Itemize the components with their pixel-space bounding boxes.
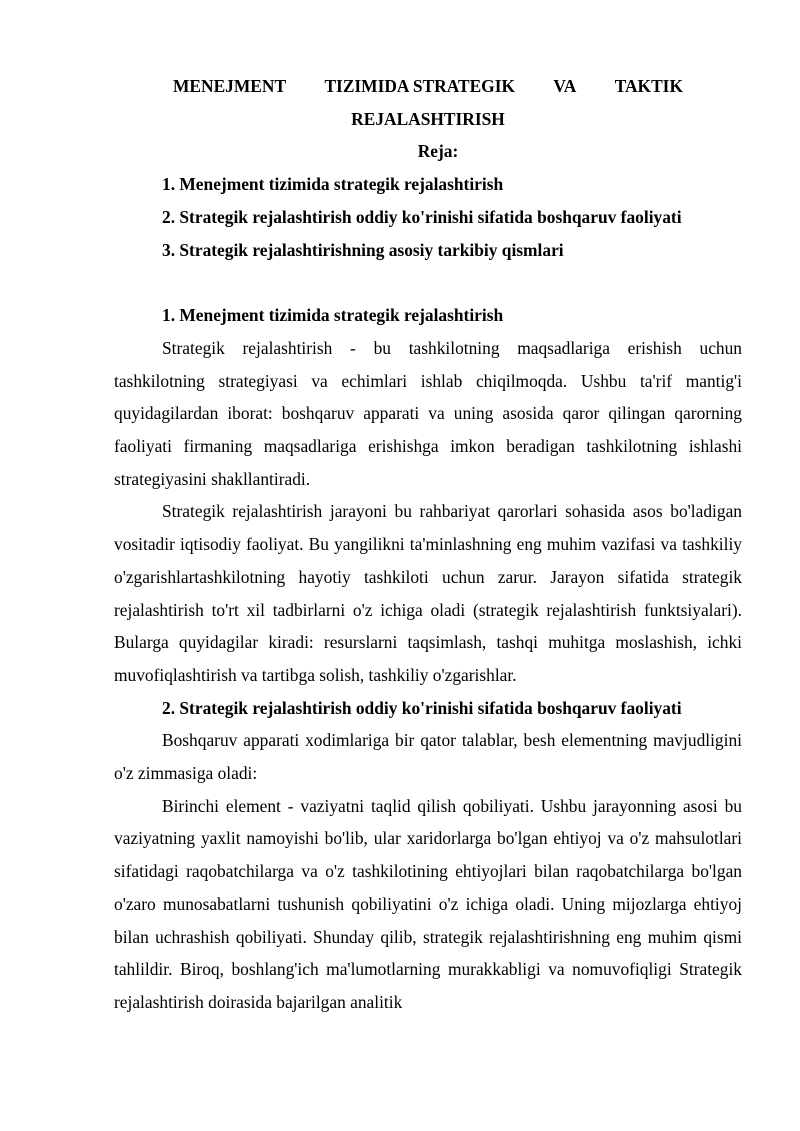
section-2-paragraph: Birinchi element - vaziyatni taqlid qilish qobiliyati. Ushbu jarayonning asosi bu vaziyatning yaxlit namoyishi bo'lib, ular xaridorlarga bo'lgan ehtiyoj va o'z mahsulotlari sifatidagi raqobatchilarga va o'z tashkilotining ehtiyojlari bilan raqobatchilarga bo'lgan o'zaro munosabatlarni tushunish qobiliyatini o'z ichiga oladi. Uning mijozlarga ehtiyoj bilan uchrashish qobiliyati. Shunday qilib, strategik rejalashtirishning eng muhim qismi tahlildir. Biroq, boshlang'ich ma'lumotlarning murakkabligi va nomuvofiqligi Strategik rejalashtirish doirasida bajarilgan analitik: [114, 795, 742, 1012]
section-2-paragraph: Boshqaruv apparati xodimlariga bir qator talablar, besh elementning mavjudligini o'z zimmasiga oladi:: [114, 730, 742, 784]
section-1-paragraph: Strategik rejalashtirish - bu tashkilotning maqsadlariga erishish uchun tashkilotning strategiyasi va echimlari ishlab chiqilmoqda. Ushbu ta'rif mantig'i quyidagilardan iborat: boshqaruv apparati va uning asosida qaror qilingan qarorning faoliyati firmaning maqsadlariga erishishga imkon beradigan tashkilotning ishlashi strategiyasini shakllantiradi.: [114, 337, 742, 489]
document-title: [114, 70, 742, 135]
plan-item: 2. Strategik rejalashtirish oddiy ko'rinishi sifatida boshqaruv faoliyati: [162, 206, 682, 227]
plan-item: 3. Strategik rejalashtirishning asosiy tarkibiy qismlari: [162, 239, 564, 260]
title-line-2: REJALASHTIRISH: [351, 108, 505, 129]
section-2-heading: 2. Strategik rejalashtirish oddiy ko'rinishi sifatida boshqaruv faoliyati: [162, 697, 682, 718]
spacer: [114, 266, 742, 299]
title-word: VA: [553, 76, 577, 96]
document-page: [114, 70, 742, 1019]
plan-label: Reja:: [417, 141, 459, 162]
title-line-1: [173, 70, 683, 103]
title-word: MENEJMENT: [173, 76, 287, 96]
plan-list: [114, 168, 742, 266]
section-1-heading: 1. Menejment tizimida strategik rejalashtirish: [162, 305, 504, 326]
title-word: TIZIMIDA STRATEGIK: [324, 76, 515, 96]
title-word: TAKTIK: [614, 76, 683, 96]
plan-item: 1. Menejment tizimida strategik rejalashtirish: [162, 174, 504, 195]
section-1-paragraph: Strategik rejalashtirish jarayoni bu rahbariyat qarorlari sohasida asos bo'ladigan vositadir iqtisodiy faoliyat. Bu yangilikni ta'minlashning eng muhim vazifasi va tashkiliy o'zgarishlartashkilotning hayotiy tashkiloti uchun zarur. Jarayon sifatida strategik rejalashtirish to'rt xil tadbirlarni o'z ichiga oladi (strategik rejalashtirish funktsiyalari). Bularga quyidagilar kiradi: resurslarni taqsimlash, tashqi muhitga moslashish, ichki muvofiqlashtirish va tartibga solish, tashkiliy o'zgarishlar.: [114, 501, 742, 685]
